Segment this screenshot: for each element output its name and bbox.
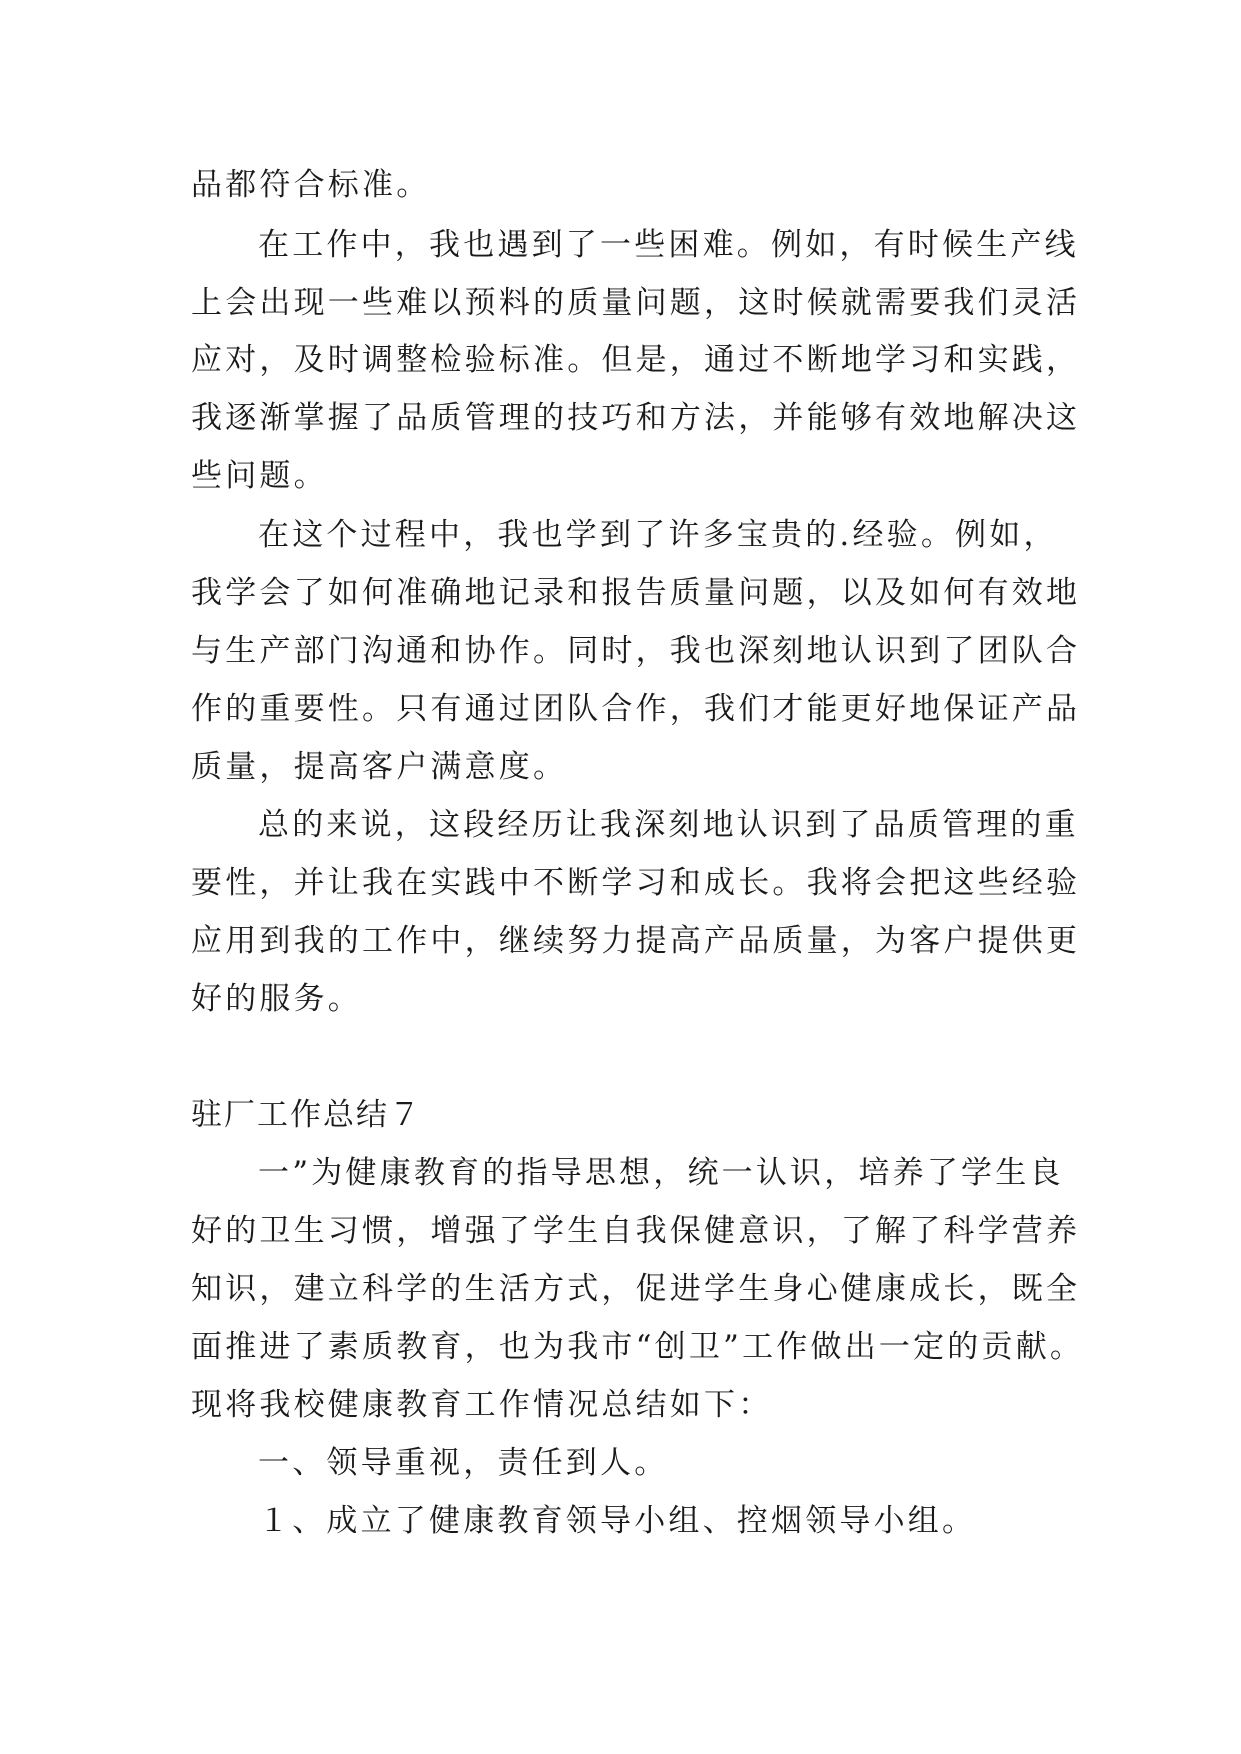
paragraph-line: 与生产部门沟通和协作。同时，我也深刻地认识到了团队合 xyxy=(191,633,1081,669)
paragraph-line: 品都符合标准。 xyxy=(191,167,431,203)
section-heading: 驻厂工作总结７ xyxy=(191,1097,422,1133)
paragraph-line: 好的卫生习惯，增强了学生自我保健意识，了解了科学营养 xyxy=(191,1213,1081,1249)
paragraph-line: 些问题。 xyxy=(191,458,328,494)
paragraph-line: 好的服务。 xyxy=(191,981,362,1017)
paragraph-line: 现将我校健康教育工作情况总结如下： xyxy=(191,1387,773,1423)
paragraph-line: 应用到我的工作中，继续努力提高产品质量，为客户提供更 xyxy=(191,923,1081,959)
paragraph-line: 面推进了素质教育，也为我市“创卫”工作做出一定的贡献。 xyxy=(191,1329,1085,1365)
paragraph-line: 应对，及时调整检验标准。但是，通过不断地学习和实践， xyxy=(191,342,1081,378)
paragraph-line: 要性，并让我在实践中不断学习和成长。我将会把这些经验 xyxy=(191,865,1081,901)
list-heading: 一、领导重视，责任到人。 xyxy=(258,1445,669,1481)
paragraph-line: 上会出现一些难以预料的质量问题，这时候就需要我们灵活 xyxy=(191,285,1081,321)
paragraph-line: 作的重要性。只有通过团队合作，我们才能更好地保证产品 xyxy=(191,691,1081,727)
list-item: １、成立了健康教育领导小组、控烟领导小组。 xyxy=(258,1503,977,1539)
paragraph-line: 我学会了如何准确地记录和报告质量问题，以及如何有效地 xyxy=(191,575,1081,611)
paragraph-line: 在这个过程中，我也学到了许多宝贵的.经验。例如， xyxy=(258,517,1058,553)
paragraph-line: 一”为健康教育的指导思想，统一认识，培养了学生良 xyxy=(258,1155,1064,1191)
paragraph-line: 我逐渐掌握了品质管理的技巧和方法，并能够有效地解决这 xyxy=(191,400,1081,436)
paragraph-line: 质量，提高客户满意度。 xyxy=(191,749,568,785)
paragraph-line: 总的来说，这段经历让我深刻地认识到了品质管理的重 xyxy=(258,807,1079,843)
paragraph-line: 在工作中，我也遇到了一些困难。例如，有时候生产线 xyxy=(258,227,1079,263)
paragraph-line: 知识，建立科学的生活方式，促进学生身心健康成长，既全 xyxy=(191,1271,1081,1307)
